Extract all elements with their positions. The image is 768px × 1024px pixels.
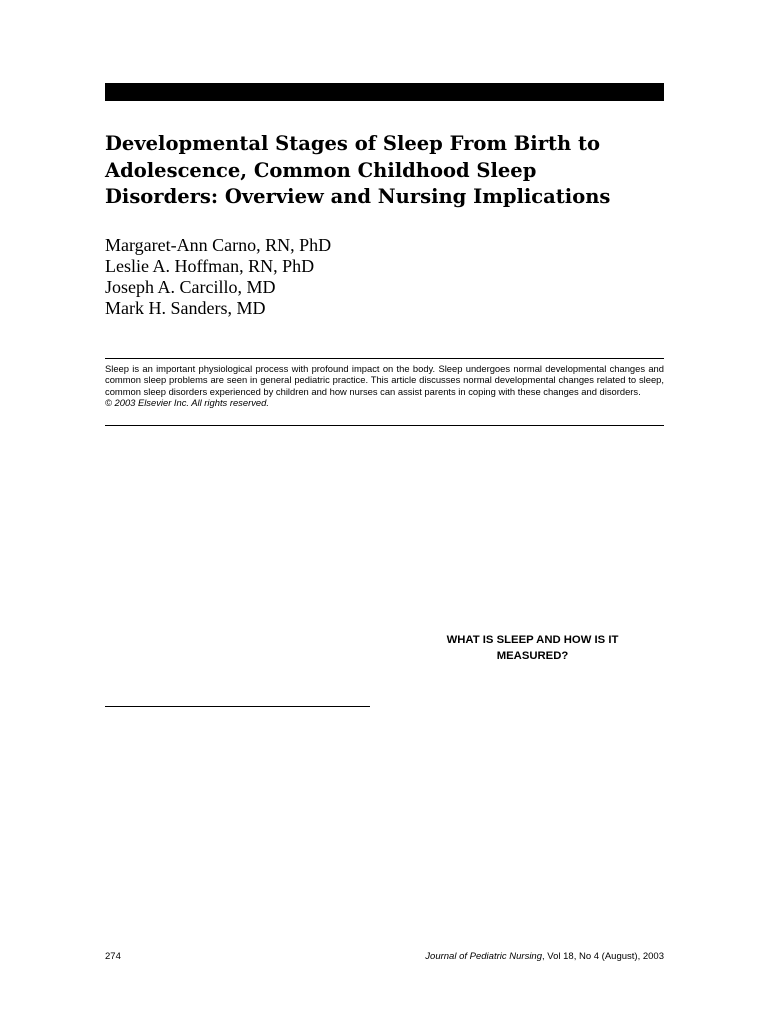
author-list [105, 235, 331, 319]
section-heading [420, 632, 645, 664]
section-heading-line: WHAT IS SLEEP AND HOW IS IT [446, 634, 619, 646]
title-line: Adolescence, Common Childhood Sleep [105, 158, 537, 182]
title-line: Disorders: Overview and Nursing Implications [105, 185, 611, 208]
abstract-box [105, 358, 664, 426]
abstract-text: Sleep is an important physiological process with profound impact on the body. Sleep undergoes normal developmental changes and common sleep problems are seen in general pediatric practice. This article discusses normal developmental changes related to sleep, common sleep disorders experienced by children and how nurses can assist parents in coping with these changes and disorders. [105, 363, 664, 397]
author: Mark H. Sanders, MD [105, 298, 266, 318]
author: Margaret-Ann Carno, RN, PhD [105, 235, 332, 255]
journal-citation [425, 951, 664, 963]
author: Joseph A. Carcillo, MD [105, 277, 276, 297]
copyright-notice: © 2003 Elsevier Inc. All rights reserved. [105, 397, 269, 409]
journal-name: Journal of Pediatric Nursing [425, 951, 542, 962]
footnote-divider [105, 706, 370, 707]
title-line: Developmental Stages of Sleep From Birth to [105, 132, 600, 155]
author: Leslie A. Hoffman, RN, PhD [105, 256, 315, 276]
journal-details: , Vol 18, No 4 (August), 2003 [542, 951, 664, 962]
header-bar [105, 83, 664, 101]
section-heading-line: MEASURED? [496, 650, 569, 662]
page-number: 274 [105, 951, 121, 962]
article-title [105, 131, 685, 211]
